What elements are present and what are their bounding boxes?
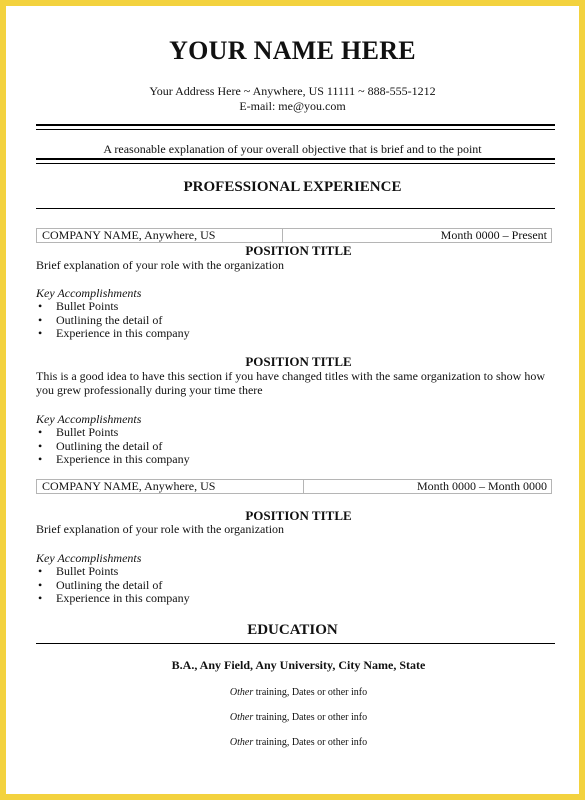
position-description: Brief explanation of your role with the organization	[36, 258, 285, 272]
list-item: • Bullet Points	[36, 426, 190, 440]
resume-name: YOUR NAME HERE	[169, 36, 416, 65]
position-title: POSITION TITLE	[245, 354, 352, 369]
education-heading: EDUCATION	[247, 622, 338, 638]
degree-line: B.A., Any Field, Any University, City Name, State	[171, 658, 426, 672]
company-dates: Month 0000 – Present	[440, 228, 547, 242]
position-title: POSITION TITLE	[245, 243, 352, 258]
header-rule-thick	[36, 124, 555, 126]
position-description: Brief explanation of your role with the organization	[36, 522, 285, 536]
key-accomplishments-label: Key Accomplishments	[36, 286, 142, 300]
experience-rule	[36, 208, 555, 209]
address-line: Your Address Here ~ Anywhere, US 11111 ~ 888-555-1212	[149, 84, 436, 98]
position-description-line1: This is a good idea to have this section if you have changed titles with the same organization to show how	[36, 369, 546, 383]
training-label: Other	[229, 687, 254, 698]
position-description-line2: you grew professionally during your time there	[36, 383, 263, 397]
objective-rule-thick	[36, 158, 555, 160]
list-item: • Bullet Points	[36, 300, 190, 314]
company-bar	[36, 479, 552, 494]
email-line: E-mail: me@you.com	[239, 99, 346, 113]
experience-heading: PROFESSIONAL EXPERIENCE	[183, 179, 402, 195]
list-item: • Experience in this company	[36, 327, 190, 341]
header-rule-thin	[36, 129, 555, 130]
training-label: Other	[229, 712, 254, 723]
objective-text: A reasonable explanation of your overall objective that is brief and to the point	[103, 142, 482, 156]
list-item: • Outlining the detail of	[36, 579, 190, 593]
accomplishment-list	[36, 300, 190, 341]
key-accomplishments-label: Key Accomplishments	[36, 551, 142, 565]
training-text: training, Dates or other info	[253, 687, 368, 698]
list-item: • Outlining the detail of	[36, 314, 190, 328]
training-label: Other	[229, 737, 254, 748]
position-title: POSITION TITLE	[245, 508, 352, 523]
education-rule	[36, 643, 555, 644]
training-line	[6, 687, 585, 698]
list-item: • Bullet Points	[36, 565, 190, 579]
company-bar-divider	[282, 229, 283, 242]
objective-rule-thin	[36, 163, 555, 164]
list-item: • Outlining the detail of	[36, 440, 190, 454]
company-name: COMPANY NAME, Anywhere, US	[42, 228, 216, 242]
training-line	[6, 737, 585, 748]
company-bar	[36, 228, 552, 243]
training-text: training, Dates or other info	[253, 737, 368, 748]
company-dates: Month 0000 – Month 0000	[416, 479, 547, 493]
list-item: • Experience in this company	[36, 592, 190, 606]
key-accomplishments-label: Key Accomplishments	[36, 412, 142, 426]
list-item: • Experience in this company	[36, 453, 190, 467]
training-line	[6, 712, 585, 723]
training-text: training, Dates or other info	[253, 712, 368, 723]
company-name: COMPANY NAME, Anywhere, US	[42, 479, 216, 493]
accomplishment-list	[36, 565, 190, 606]
company-bar-divider	[303, 480, 304, 493]
accomplishment-list	[36, 426, 190, 467]
